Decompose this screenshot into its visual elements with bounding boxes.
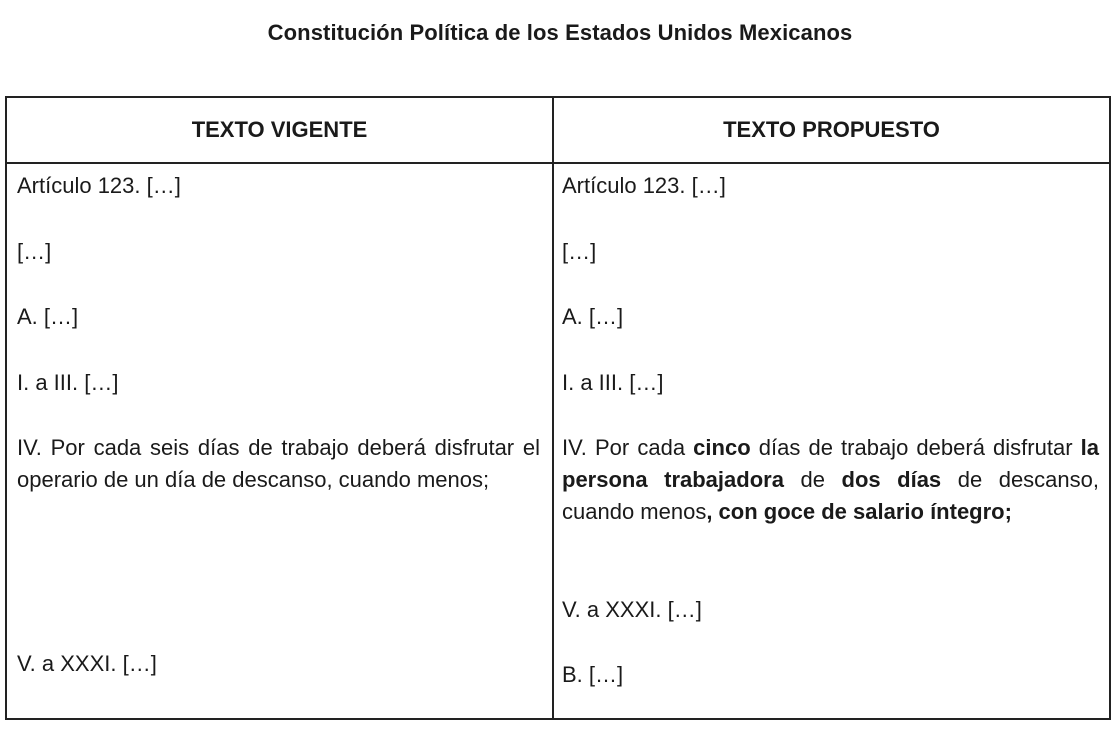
- propuesto-iv-bold-persona: la persona trabajadora: [562, 435, 1099, 492]
- vigente-apartado-a: A. […]: [17, 304, 79, 329]
- propuesto-iv-bold-salario: , con goce de salario íntegro;: [706, 499, 1012, 524]
- propuesto-iv-bold-dos-dias: dos días: [841, 467, 942, 492]
- vigente-fraccion-iv: IV. Por cada seis días de trabajo deberá disfrutar el operario de un día de descanso, cuando menos;: [17, 435, 540, 492]
- column-texto-vigente: [7, 164, 554, 718]
- propuesto-iv-text-1: IV. Por cada: [562, 435, 694, 460]
- propuesto-iv-text-2: días de trabajo deberá disfrutar: [750, 435, 1081, 460]
- comparison-table: [5, 96, 1111, 720]
- table-body-row: [7, 164, 1109, 718]
- propuesto-ellipsis: […]: [562, 239, 597, 264]
- propuesto-fracciones-v-xxxi: V. a XXXI. […]: [562, 597, 702, 622]
- propuesto-articulo: Artículo 123. […]: [562, 173, 726, 198]
- propuesto-iv-bold-cinco: cinco: [693, 435, 751, 460]
- vigente-fracciones-v-xxxi: V. a XXXI. […]: [17, 651, 157, 676]
- propuesto-iv-text-4: de descanso, cuando menos: [562, 467, 1100, 524]
- column-texto-propuesto: [554, 164, 1109, 718]
- propuesto-fraccion-iv: [562, 432, 1099, 528]
- header-texto-propuesto: TEXTO PROPUESTO: [723, 117, 940, 142]
- header-texto-vigente: TEXTO VIGENTE: [7, 98, 554, 162]
- vigente-articulo: Artículo 123. […]: [17, 173, 181, 198]
- propuesto-apartado-a: A. […]: [562, 304, 624, 329]
- propuesto-apartado-b: B. […]: [562, 662, 624, 687]
- propuesto-iv-text-3: de: [783, 467, 842, 492]
- propuesto-fracciones-i-iii: I. a III. […]: [562, 370, 664, 395]
- table-header-row: [7, 98, 1109, 164]
- vigente-ellipsis: […]: [17, 239, 52, 264]
- vigente-fracciones-i-iii: I. a III. […]: [17, 370, 119, 395]
- document-title: Constitución Política de los Estados Unidos Mexicanos: [267, 20, 853, 45]
